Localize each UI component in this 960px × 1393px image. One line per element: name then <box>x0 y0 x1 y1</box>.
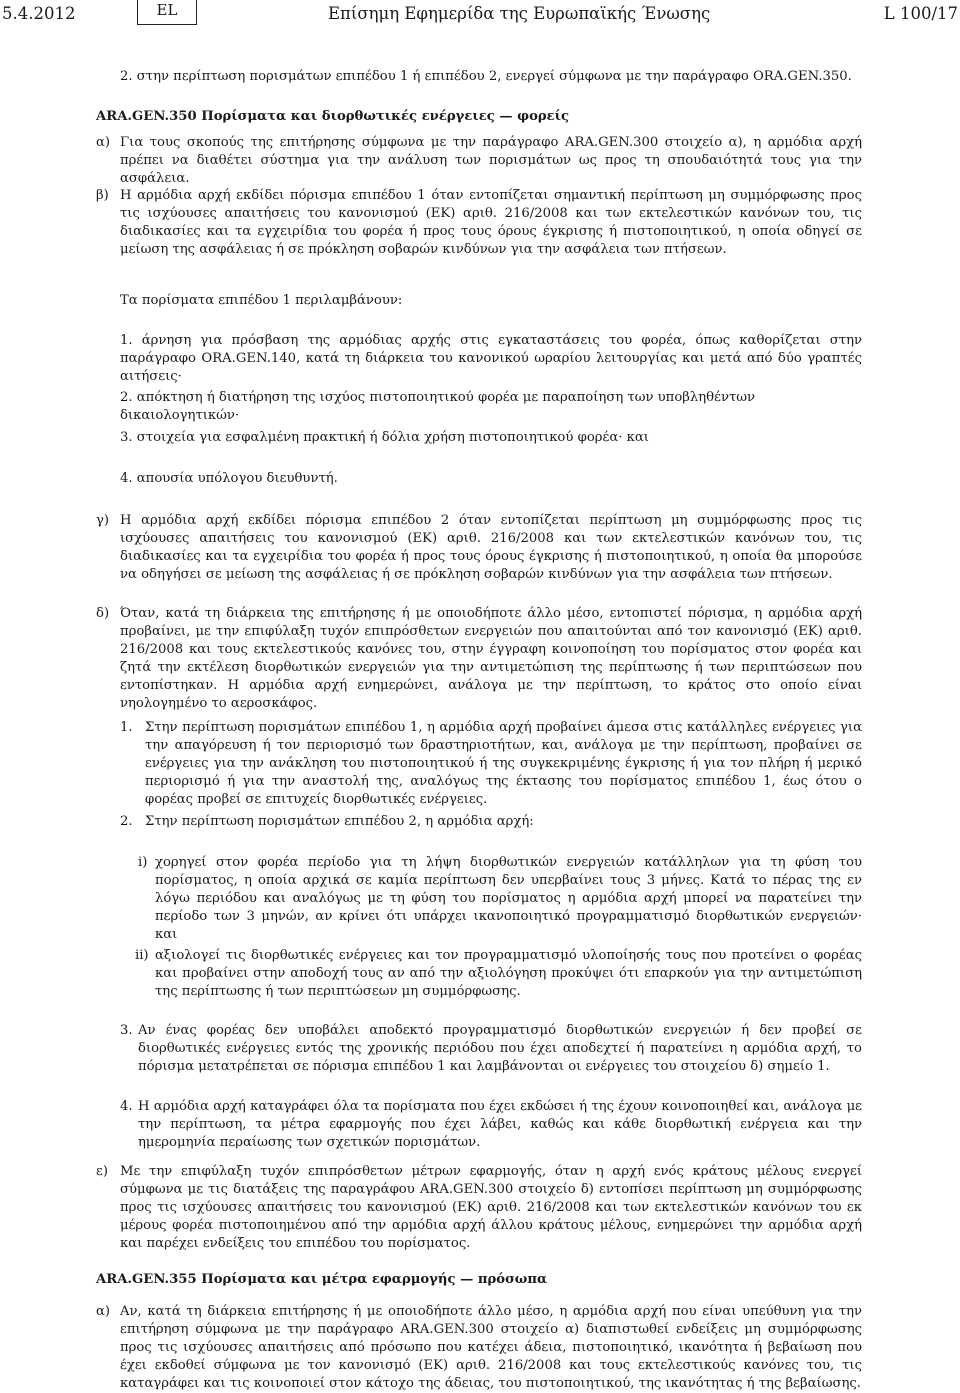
point-d2ii-text: αξιολογεί τις διορθωτικές ενέργειες και τον προγραμματισμό υλοποίησής τους που προτείνει ο φορέας και προβαίνει στην αποδοχή τους αν από την αξιολόγηση προκύψει ότι επαρκούν για την αντιμετώπιση της περίπτωσης ή των περιπτώσεων μη συμμόρφωσης. <box>155 948 862 999</box>
point-d2-number: 2. <box>120 814 133 829</box>
level1-item-3: 3. στοιχεία για εσφαλμένη πρακτική ή δόλια χρήση πιστοποιητικού φορέα· και <box>120 430 649 445</box>
level1-list-intro: Τα πορίσματα επιπέδου 1 περιλαμβάνουν: <box>120 293 403 308</box>
point-b-text: Η αρμόδια αρχή εκδίδει πόρισμα επιπέδου 1 όταν εντοπίζεται σημαντική περίπτωση μη συμμόρφωσης προς τις ισχύουσες απαιτήσεις του κανονισμού (ΕΚ) αριθ. 216/2008 και των εκτελεστικών κανόνων του, τις διαδικασίες και τα εγχειρίδια του φορέα ή προς τους όρους έγκρισης ή πιστοποιητικού, η οποία οδηγεί σε μείωση της ασφάλειας ή σε πρόκληση σοβαρών κινδύνων για την ασφάλεια των πτήσεων. <box>120 188 862 257</box>
level1-item-4: 4. απουσία υπόλογου διευθυντή. <box>120 471 338 486</box>
point-b-label: β) <box>96 188 109 203</box>
point-d4-text: Η αρμόδια αρχή καταγράφει όλα τα πορίσματα που έχει εκδώσει ή της έχουν κοινοποιηθεί και, ανάλογα με την περίπτωση, τα μέτρα εφαρμογής που έχει λάβει, καθώς και κάθε διορθωτική ενέργεια και την ημερομηνία περαίωσης των σχετικών πορισμάτων. <box>138 1099 862 1150</box>
point-c-text: Η αρμόδια αρχή εκδίδει πόρισμα επιπέδου 2 όταν εντοπίζεται περίπτωση μη συμμόρφωσης προς τις ισχύουσες απαιτήσεις του κανονισμού (ΕΚ) αριθ. 216/2008 και των εκτελεστικών κανόνων του, τις διαδικασίες και τα εγχειρίδια του φορέα ή προς τους όρους έγκρισης ή πιστοποιητικού, η οποία θα μπορούσε να οδηγήσει σε μείωση της ασφάλειας ή σε πρόκληση σοβαρών κινδύνων για την ασφάλεια των πτήσεων. <box>120 513 862 582</box>
point-e-text: Με την επιφύλαξη τυχόν επιπρόσθετων μέτρων εφαρμογής, όταν η αρχή ενός κράτους μέλους ενεργεί σύμφωνα με τις διατάξεις της παραγράφου ARA.GEN.300 στοιχείο δ) εντοπίσει περίπτωση μη συμμόρφωσης προς τις ισχύουσες απαιτήσεις του κανονισμού (ΕΚ) αριθ. 216/2008 και των εκτελεστικών κανόνων του εκ μέρους φορέα πιστοποιημένου από την αρμόδια αρχή άλλου κράτους μέλους, ενημερώνει την αρμόδια αρχή και παρέχει ενδείξεις του επιπέδου του πορίσματος. <box>120 1164 862 1251</box>
page-reference: L 100/17 <box>883 4 958 23</box>
page-header <box>0 0 960 30</box>
point-d2-text: Στην περίπτωση πορισμάτων επιπέδου 2, η αρμόδια αρχή: <box>145 814 534 829</box>
point-e-label: ε) <box>96 1164 108 1179</box>
point-a-text: Για τους σκοπούς της επιτήρησης σύμφωνα με την παράγραφο ARA.GEN.300 στοιχείο α), η αρμόδια αρχή πρέπει να διαθέτει σύστημα για την ανάλυση των πορισμάτων ως προς τη σπουδαιότητά τους για την ασφάλεια. <box>120 135 862 186</box>
point-d3-number: 3. <box>120 1023 133 1038</box>
point-d-label: δ) <box>96 606 110 621</box>
journal-title: Επίσημη Εφημερίδα της Ευρωπαϊκής Ένωσης <box>328 4 711 23</box>
level1-item-2: 2. απόκτηση ή διατήρηση της ισχύος πιστοποιητικού φορέα με παραποίηση των υποβληθέντων δικαιολογητικών· <box>120 390 756 423</box>
point-355a-label: α) <box>96 1304 111 1319</box>
language-badge: EL <box>137 0 197 25</box>
point-d1-number: 1. <box>120 720 133 735</box>
point-c-label: γ) <box>96 513 110 528</box>
point-355a-text: Αν, κατά τη διάρκεια επιτήρησης ή με οποιοδήποτε άλλο μέσο, η αρμόδια αρχή που είναι υπεύθυνη για την επιτήρηση σύμφωνα με την παράγραφο ARA.GEN.300 στοιχείο α) διαπιστωθεί ενδείξεις μη συμμόρφωσης προς τις ισχύουσες απαιτήσεις από πρόσωπο που κατέχει άδεια, πιστοποιητικό, ικανότητα ή βεβαίωση που έχει εκδοθεί σύμφωνα με τον κανονισμό (ΕΚ) αριθ. 216/2008 και τους εκτελεστικούς κανόνες του, τις καταγράφει και τις κοινοποιεί στον κάτοχο της άδειας, του πιστοποιητικού, της ικανότητας ή της βεβαίωσης. <box>120 1304 862 1391</box>
section-heading-350: ARA.GEN.350 Πορίσματα και διορθωτικές ενέργειες — φορείς <box>96 109 570 124</box>
point-d2ii-number: ii) <box>135 948 149 963</box>
level1-item-1: 1. άρνηση για πρόσβαση της αρμόδιας αρχής στις εγκαταστάσεις του φορέα, όπως καθορίζεται στην παράγραφο ORA.GEN.140, κατά τη διάρκεια του κανονικού ωραρίου λειτουργίας και μετά από δύο γραπτές αιτήσεις· <box>120 333 862 384</box>
point-d2i-number: i) <box>138 855 148 870</box>
intro-item-2: 2. στην περίπτωση πορισμάτων επιπέδου 1 ή επιπέδου 2, ενεργεί σύμφωνα με την παράγραφο ORA.GEN.350. <box>120 69 852 84</box>
point-d1-text: Στην περίπτωση πορισμάτων επιπέδου 1, η αρμόδια αρχή προβαίνει άμεσα στις κατάλληλες ενέργειες για την απαγόρευση ή τον περιορισμό των δραστηριοτήτων, και, ανάλογα με την περίπτωση, προβαίνει σε ενέργειες για την ανάκληση του πιστοποιητικού ή της συγκεκριμένης έγκρισης ή για τον πλήρη ή μερικό περιορισμό ή για την αναστολή της, αναλόγως της έκτασης του πορίσματος επιπέδου 1, έως ότου ο φορέας προβεί σε επιτυχείς διορθωτικές ενέργειες. <box>145 720 862 807</box>
point-d2i-text: χορηγεί στον φορέα περίοδο για τη λήψη διορθωτικών ενεργειών κατάλληλων για τη φύση του πορίσματος, η οποία αρχικά σε καμία περίπτωση δεν υπερβαίνει τους 3 μήνες. Κατά το πέρας της εν λόγω περιόδου και αναλόγως με τη φύση του πορίσματος η αρμόδια αρχή μπορεί να παρατείνει την περίοδο των 3 μηνών, αν κρίνει ότι υπάρχει ικανοποιητικό προγραμματισμό διορθωτικών ενεργειών· και <box>155 855 862 942</box>
publication-date: 5.4.2012 <box>2 4 76 23</box>
point-d3-text: Αν ένας φορέας δεν υποβάλει αποδεκτό προγραμματισμό διορθωτικών ενεργειών ή δεν προβεί σε διορθωτικές ενέργειες εντός της χρονικής περιόδου που έχει αποδεχτεί ή παρατείνει η αρμόδια αρχή, το πόρισμα μετατρέπεται σε πόρισμα επιπέδου 1 και λαμβάνονται οι ενέργειες του στοιχείου δ) σημείο 1. <box>138 1023 862 1074</box>
point-d4-number: 4. <box>120 1099 133 1114</box>
section-heading-355: ARA.GEN.355 Πορίσματα και μέτρα εφαρμογής — πρόσωπα <box>96 1272 548 1287</box>
point-a-label: α) <box>96 135 111 150</box>
point-d-text: Όταν, κατά τη διάρκεια της επιτήρησης ή με οποιοδήποτε άλλο μέσο, εντοπιστεί πόρισμα, η αρμόδια αρχή προβαίνει, με την επιφύλαξη τυχόν επιπρόσθετων ενεργειών που απαιτούνται από τον κανονισμό (ΕΚ) αριθ. 216/2008 και τους εκτελεστικούς κανόνες του, στην έγγραφη κοινοποίηση του πορίσματος στον φορέα και ζητά την εκτέλεση διορθωτικών ενεργειών για την αντιμετώπιση της περίπτωσης ή των περιπτώσεων που εντοπίστηκαν. Η αρμόδια αρχή ενημερώνει, ανάλογα με την περίπτωση, το κράτος στο οποίο είναι νηολογημένο το αεροσκάφος. <box>120 606 862 711</box>
